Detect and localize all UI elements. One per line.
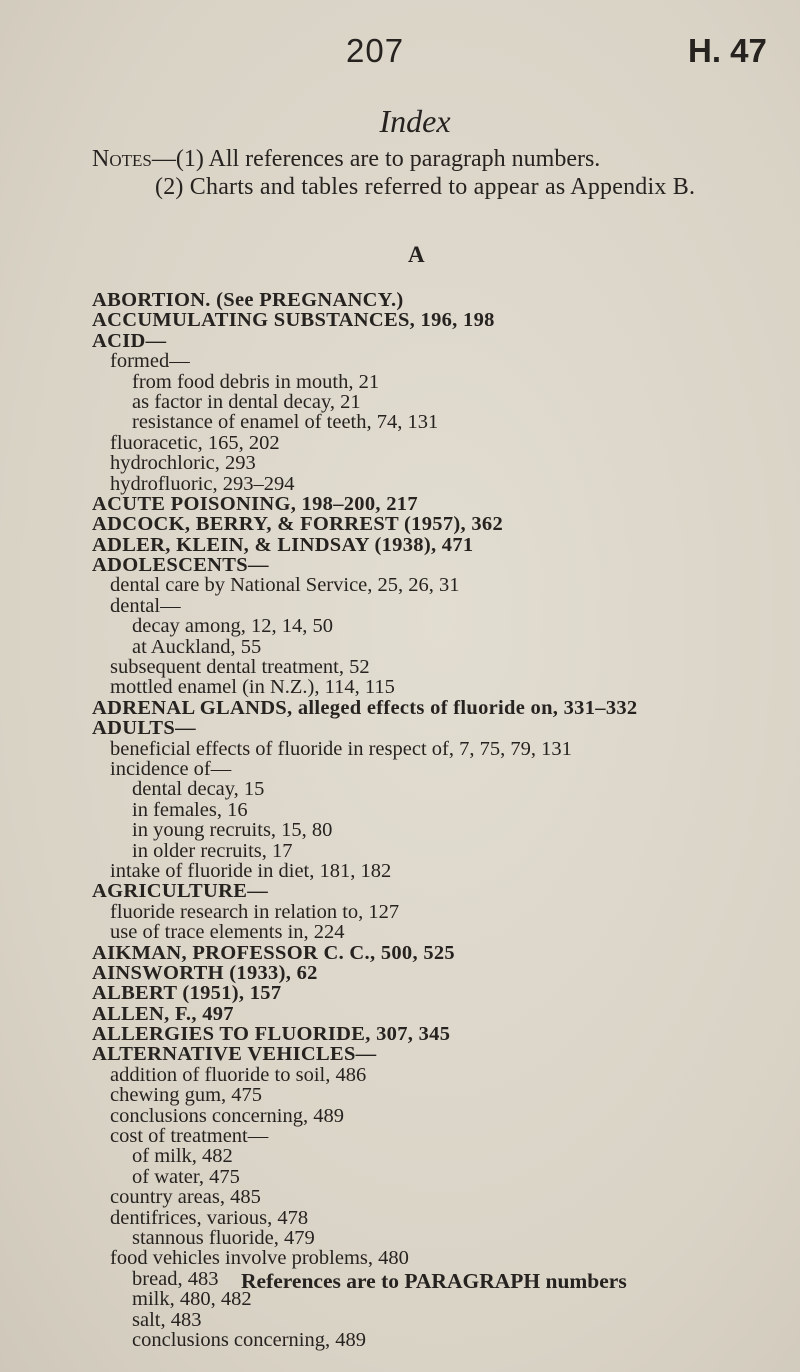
index-subentry: country areas, 485 — [110, 1186, 261, 1209]
notes-label: Notes — [92, 146, 152, 172]
index-entries — [92, 290, 792, 1350]
index-subentry: dental— — [110, 594, 181, 617]
index-heading: ADCOCK, BERRY, & FORREST (1957), 362 — [92, 513, 503, 536]
index-subentry: in older recruits, 17 — [132, 839, 293, 862]
index-heading: ADOLESCENTS— — [92, 554, 269, 577]
index-subentry: milk, 480, 482 — [132, 1288, 252, 1311]
index-subentry: mottled enamel (in N.Z.), 114, 115 — [110, 676, 395, 699]
index-subentry: from food debris in mouth, 21 — [132, 370, 380, 393]
index-subentry: salt, 483 — [132, 1308, 202, 1331]
index-subentry: of milk, 482 — [132, 1145, 233, 1168]
page-title: Index — [379, 103, 451, 139]
index-subentry: dental care by National Service, 25, 26, 31 — [110, 574, 460, 597]
notes-line-2: (2) Charts and tables referred to appear as Appendix B. — [155, 174, 696, 200]
index-subentry: in females, 16 — [132, 798, 248, 821]
index-subentry: conclusions concerning, 489 — [110, 1104, 344, 1127]
index-heading: ALLERGIES TO FLUORIDE, 307, 345 — [92, 1023, 451, 1046]
index-subentry: hydrochloric, 293 — [110, 452, 256, 475]
index-heading: ACID— — [92, 329, 167, 352]
index-subentry: intake of fluoride in diet, 181, 182 — [110, 859, 392, 882]
notes-line-1-text: —(1) All references are to paragraph numbers. — [151, 146, 601, 172]
index-heading: AGRICULTURE— — [92, 880, 268, 903]
index-subentry: incidence of— — [110, 757, 232, 780]
index-subentry: use of trace elements in, 224 — [110, 921, 345, 944]
index-subentry: addition of fluoride to soil, 486 — [110, 1063, 367, 1086]
index-subentry: cost of treatment— — [110, 1125, 269, 1148]
index-subentry: of water, 475 — [132, 1165, 240, 1188]
index-heading: ALLEN, F., 497 — [92, 1002, 234, 1025]
index-heading: ACUTE POISONING, 198–200, 217 — [92, 492, 418, 515]
index-heading: AINSWORTH (1933), 62 — [92, 961, 318, 984]
index-heading: ADULTS— — [92, 717, 196, 740]
notes-line-1 — [92, 146, 600, 173]
index-subentry: food vehicles involve problems, 480 — [110, 1247, 409, 1270]
index-subentry: stannous fluoride, 479 — [132, 1226, 315, 1249]
index-subentry: beneficial effects of fluoride in respect of, 7, 75, 79, 131 — [110, 737, 572, 760]
index-heading: ABORTION. (See PREGNANCY.) — [92, 289, 404, 311]
index-subentry: hydrofluoric, 293–294 — [110, 472, 295, 495]
footer-note: References are to PARAGRAPH numbers — [241, 1269, 627, 1293]
section-letter: A — [408, 242, 425, 267]
page-number: 207 — [346, 32, 405, 69]
index-subentry: formed— — [110, 350, 190, 373]
index-heading: ADLER, KLEIN, & LINDSAY (1938), 471 — [92, 533, 474, 556]
index-subentry: fluoride research in relation to, 127 — [110, 900, 400, 923]
index-subentry: decay among, 12, 14, 50 — [132, 615, 333, 638]
index-subentry: dentifrices, various, 478 — [110, 1206, 309, 1229]
index-subentry: conclusions concerning, 489 — [132, 1328, 366, 1351]
section-code: H. 47 — [688, 32, 767, 69]
index-heading: ADRENAL GLANDS, alleged effects of fluoride on, 331–332 — [92, 696, 638, 719]
index-subentry: at Auckland, 55 — [132, 635, 262, 658]
index-subentry: in young recruits, 15, 80 — [132, 819, 333, 842]
index-subentry: as factor in dental decay, 21 — [132, 390, 361, 413]
index-heading: ALTERNATIVE VEHICLES— — [92, 1043, 377, 1066]
index-heading: AIKMAN, PROFESSOR C. C., 500, 525 — [92, 941, 455, 964]
index-subentry: resistance of enamel of teeth, 74, 131 — [132, 411, 439, 434]
index-subentry: fluoracetic, 165, 202 — [110, 431, 280, 454]
index-subentry: bread, 483 — [132, 1267, 219, 1290]
index-heading: ACCUMULATING SUBSTANCES, 196, 198 — [92, 309, 495, 332]
index-subentry: subsequent dental treatment, 52 — [110, 656, 370, 679]
index-subentry: dental decay, 15 — [132, 778, 265, 801]
index-heading: ALBERT (1951), 157 — [92, 982, 282, 1005]
index-subentry: chewing gum, 475 — [110, 1084, 263, 1107]
